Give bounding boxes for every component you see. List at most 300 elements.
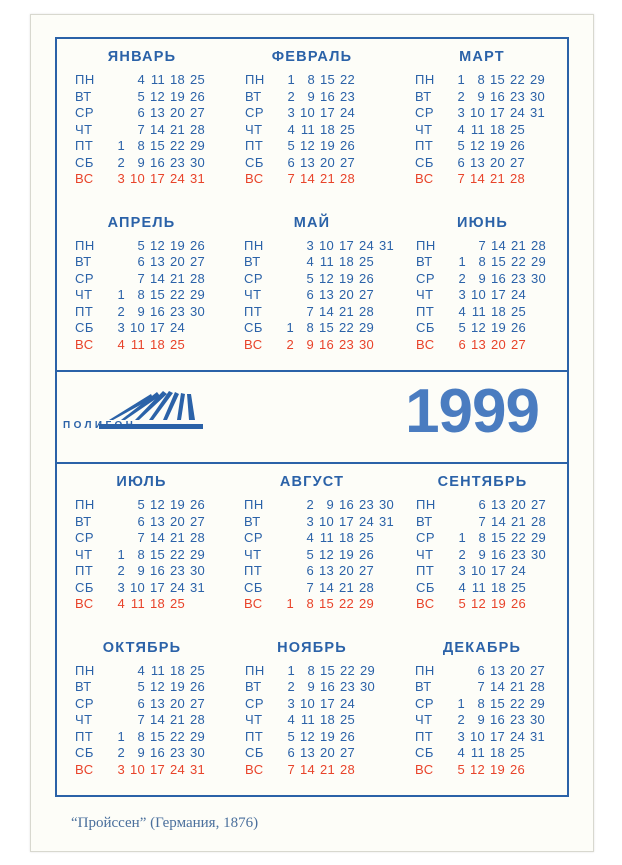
day-cell: 22	[510, 254, 526, 269]
day-cell: 26	[189, 88, 205, 104]
day-cell: 13	[149, 105, 165, 120]
day-numbers	[445, 745, 525, 762]
weekday-row	[244, 497, 394, 514]
weekday-row	[75, 663, 223, 680]
day-numbers	[105, 762, 205, 779]
month-block	[57, 630, 227, 796]
day-cell: 28	[189, 270, 205, 286]
day-cell: 18	[489, 745, 505, 760]
day-cell: 3	[117, 761, 125, 777]
weekday-label: ВТ	[244, 513, 261, 529]
day-cell: 28	[339, 171, 355, 186]
day-numbers	[275, 138, 355, 155]
weekday-row	[245, 155, 393, 172]
day-numbers	[274, 254, 374, 271]
day-cell: 12	[469, 138, 485, 153]
month-weeks	[230, 238, 394, 354]
day-cell: 23	[169, 745, 185, 760]
day-cell: 13	[149, 513, 165, 529]
day-cell: 26	[358, 270, 374, 286]
weekday-row	[416, 580, 563, 597]
day-cell: 31	[378, 513, 394, 529]
weekday-label: ВС	[415, 761, 434, 777]
day-cell: 5	[137, 88, 145, 104]
day-cell: 21	[169, 530, 185, 545]
weekday-label: ВТ	[75, 679, 92, 694]
day-cell: 7	[477, 679, 485, 694]
day-cell: 25	[358, 530, 374, 545]
day-cell: 1	[117, 728, 125, 744]
day-numbers	[445, 171, 525, 188]
weekday-label: ВТ	[75, 513, 92, 529]
day-cell: 22	[339, 662, 355, 678]
day-cell: 15	[490, 530, 506, 545]
day-cell: 20	[338, 287, 354, 302]
day-numbers	[105, 712, 205, 729]
day-cell: 1	[117, 546, 125, 562]
day-cell: 29	[189, 138, 205, 153]
day-numbers	[105, 729, 205, 746]
day-numbers	[105, 514, 205, 531]
weekday-label: СР	[75, 530, 95, 545]
day-cell: 25	[169, 336, 185, 352]
day-cell: 9	[477, 712, 485, 727]
caption-text: “Пройссен” (Германия, 1876)	[71, 815, 259, 831]
day-cell: 22	[509, 695, 525, 711]
day-cell: 19	[489, 761, 505, 777]
weekday-row	[245, 171, 393, 188]
day-cell: 16	[338, 497, 354, 512]
day-cell: 24	[169, 320, 185, 335]
day-cell: 17	[149, 171, 165, 186]
day-cell: 15	[318, 320, 334, 335]
quarter-row-4	[57, 630, 567, 796]
weekday-row	[415, 745, 563, 762]
day-cell: 17	[149, 320, 165, 335]
day-cell: 10	[299, 105, 315, 120]
day-cell: 13	[149, 695, 165, 711]
day-cell: 8	[478, 254, 486, 269]
day-cell: 6	[137, 105, 145, 120]
day-cell: 4	[458, 579, 466, 595]
day-cell: 14	[149, 121, 165, 137]
day-cell: 31	[189, 579, 205, 595]
weekday-row	[416, 320, 563, 337]
weekday-row	[245, 105, 393, 122]
day-cell: 27	[530, 497, 546, 512]
day-cell: 2	[117, 154, 125, 170]
day-cell: 13	[470, 336, 486, 352]
day-cell: 22	[338, 596, 354, 611]
weekday-row	[415, 72, 563, 89]
day-cell: 19	[338, 270, 354, 286]
day-cell: 29	[359, 662, 375, 678]
day-numbers	[105, 304, 205, 321]
weekday-label: ПН	[244, 497, 264, 512]
weekday-row	[245, 138, 393, 155]
day-cell: 8	[307, 72, 315, 87]
day-cell: 13	[469, 154, 485, 170]
day-cell: 26	[510, 320, 526, 335]
weekday-row	[245, 696, 393, 713]
day-numbers	[275, 171, 355, 188]
day-cell: 1	[457, 695, 465, 711]
day-cell: 21	[509, 679, 525, 694]
day-cell: 7	[137, 121, 145, 137]
day-cell: 24	[169, 761, 185, 777]
weekday-label: ПН	[75, 72, 95, 87]
day-cell: 28	[189, 121, 205, 137]
day-cell: 15	[319, 72, 335, 87]
day-numbers	[105, 320, 185, 337]
day-cell: 4	[306, 530, 314, 545]
day-cell: 30	[359, 679, 375, 694]
day-numbers	[274, 238, 394, 255]
weekday-label: СР	[415, 695, 435, 711]
day-cell: 9	[477, 88, 485, 104]
month-weeks	[402, 497, 563, 613]
day-cell: 15	[149, 138, 165, 153]
day-numbers	[446, 271, 546, 288]
weekday-row	[245, 729, 393, 746]
weekday-row	[75, 287, 222, 304]
weekday-row	[244, 337, 394, 354]
quarter-row-2	[57, 205, 567, 371]
weekday-label: ПТ	[75, 138, 94, 153]
day-numbers	[445, 72, 545, 89]
day-numbers	[275, 679, 375, 696]
year-label: 1999	[405, 377, 539, 446]
day-cell: 9	[307, 88, 315, 104]
day-cell: 12	[149, 679, 165, 694]
day-cell: 19	[169, 679, 185, 694]
month-name: АПРЕЛЬ	[107, 214, 176, 231]
weekday-row	[75, 138, 223, 155]
weekday-label: ВС	[244, 336, 263, 352]
day-cell: 12	[299, 728, 315, 744]
weekday-row	[245, 122, 393, 139]
day-cell: 19	[490, 320, 506, 335]
weekday-label: СБ	[75, 320, 94, 335]
weekday-row	[75, 337, 222, 354]
day-cell: 9	[306, 336, 314, 352]
day-cell: 25	[510, 303, 526, 319]
day-cell: 3	[117, 171, 125, 186]
weekday-row	[416, 497, 563, 514]
day-cell: 29	[189, 287, 205, 302]
day-cell: 22	[169, 546, 185, 562]
day-cell: 19	[319, 728, 335, 744]
day-cell: 4	[457, 745, 465, 760]
day-numbers	[105, 171, 205, 188]
day-cell: 27	[358, 563, 374, 578]
day-cell: 26	[339, 728, 355, 744]
day-cell: 29	[529, 695, 545, 711]
day-cell: 17	[149, 761, 165, 777]
day-cell: 10	[129, 761, 145, 777]
weekday-label: СР	[245, 695, 265, 711]
day-cell: 8	[477, 695, 485, 711]
weekday-label: СБ	[75, 579, 94, 595]
weekday-label: СБ	[75, 745, 94, 760]
month-name: ИЮЛЬ	[116, 474, 167, 490]
day-numbers	[105, 530, 205, 547]
day-numbers	[445, 663, 545, 680]
day-cell: 2	[306, 497, 314, 512]
day-cell: 22	[169, 728, 185, 744]
day-cell: 8	[478, 530, 486, 545]
day-cell: 28	[509, 171, 525, 186]
day-cell: 7	[137, 712, 145, 727]
day-cell: 11	[470, 745, 485, 760]
day-cell: 4	[458, 303, 466, 319]
day-cell: 10	[470, 287, 486, 302]
weekday-row	[245, 679, 393, 696]
weekday-label: ВС	[416, 596, 435, 611]
day-cell: 8	[137, 138, 145, 153]
day-cell: 3	[458, 287, 466, 302]
weekday-label: СБ	[245, 745, 264, 760]
weekday-row	[245, 762, 393, 779]
day-cell: 29	[530, 254, 546, 269]
day-cell: 23	[169, 154, 185, 170]
weekday-label: ПТ	[415, 728, 434, 744]
weekday-label: ЧТ	[416, 546, 434, 562]
day-cell: 24	[358, 513, 374, 529]
day-cell: 22	[339, 72, 355, 87]
day-cell: 7	[306, 579, 314, 595]
weekday-label: ПН	[75, 497, 95, 512]
day-cell: 15	[489, 695, 505, 711]
day-cell: 20	[338, 563, 354, 578]
month-name: ДЕКАБРЬ	[442, 639, 522, 656]
day-cell: 11	[319, 530, 334, 545]
month-weeks	[61, 663, 223, 779]
day-cell: 10	[129, 320, 145, 335]
day-cell: 23	[510, 270, 526, 286]
weekday-row	[75, 155, 223, 172]
day-cell: 5	[137, 679, 145, 694]
day-cell: 1	[287, 72, 295, 87]
day-cell: 3	[117, 320, 125, 335]
day-cell: 31	[189, 761, 205, 777]
day-cell: 18	[338, 530, 354, 545]
month-name: МАРТ	[459, 49, 505, 65]
day-numbers	[274, 596, 374, 613]
weekday-label: ЧТ	[244, 287, 262, 302]
day-cell: 11	[150, 72, 165, 87]
weekday-label: ВТ	[244, 254, 261, 269]
weekday-label: ВТ	[416, 513, 433, 529]
day-numbers	[274, 320, 374, 337]
day-cell: 27	[189, 513, 205, 529]
day-numbers	[275, 729, 355, 746]
day-cell: 14	[149, 712, 165, 727]
day-cell: 6	[287, 154, 295, 170]
day-numbers	[274, 287, 374, 304]
month-block	[397, 630, 567, 796]
day-cell: 2	[117, 745, 125, 760]
day-cell: 27	[358, 287, 374, 302]
day-cell: 5	[306, 546, 314, 562]
day-cell: 25	[339, 712, 355, 727]
day-cell: 14	[469, 171, 485, 186]
day-numbers	[445, 696, 545, 713]
weekday-label: ЧТ	[75, 121, 93, 137]
day-cell: 26	[189, 679, 205, 694]
weekday-label: ПТ	[415, 138, 434, 153]
day-numbers	[445, 712, 545, 729]
day-cell: 15	[318, 596, 334, 611]
day-cell: 8	[306, 320, 314, 335]
day-cell: 26	[510, 596, 526, 611]
day-cell: 10	[299, 695, 315, 711]
day-numbers	[445, 89, 545, 106]
day-numbers	[105, 497, 205, 514]
day-cell: 6	[457, 154, 465, 170]
day-cell: 21	[338, 579, 354, 595]
weekday-row	[244, 304, 394, 321]
day-cell: 14	[149, 530, 165, 545]
day-cell: 28	[358, 303, 374, 319]
day-numbers	[105, 254, 205, 271]
weekday-row	[415, 171, 563, 188]
day-cell: 19	[169, 497, 185, 512]
weekday-row	[415, 762, 563, 779]
day-cell: 4	[306, 254, 314, 269]
weekday-row	[415, 138, 563, 155]
weekday-label: СБ	[416, 579, 435, 595]
day-cell: 10	[470, 563, 486, 578]
day-cell: 31	[189, 171, 205, 186]
day-cell: 29	[189, 546, 205, 562]
day-cell: 21	[319, 171, 335, 186]
weekday-label: СР	[415, 105, 435, 120]
day-cell: 30	[189, 303, 205, 319]
weekday-row	[415, 729, 563, 746]
day-numbers	[274, 337, 374, 354]
day-cell: 13	[318, 563, 334, 578]
day-cell: 7	[478, 237, 486, 253]
day-cell: 15	[149, 546, 165, 562]
day-cell: 3	[287, 695, 295, 711]
day-cell: 30	[189, 563, 205, 578]
weekday-row	[244, 530, 394, 547]
weekday-label: СБ	[415, 745, 434, 760]
day-cell: 8	[307, 662, 315, 678]
day-cell: 12	[318, 546, 334, 562]
day-cell: 17	[338, 237, 354, 253]
day-cell: 25	[358, 254, 374, 269]
day-numbers	[274, 580, 374, 597]
weekday-row	[75, 238, 222, 255]
day-cell: 13	[299, 745, 315, 760]
day-cell: 26	[339, 138, 355, 153]
day-cell: 7	[306, 303, 314, 319]
day-cell: 10	[469, 728, 485, 744]
weekday-row	[75, 320, 222, 337]
day-cell: 24	[509, 728, 525, 744]
day-cell: 20	[169, 513, 185, 529]
weekday-label: ВС	[415, 171, 434, 186]
day-cell: 12	[470, 320, 486, 335]
day-cell: 20	[319, 745, 335, 760]
day-cell: 20	[319, 154, 335, 170]
day-cell: 25	[169, 596, 185, 611]
day-cell: 10	[318, 237, 334, 253]
day-cell: 15	[149, 728, 165, 744]
weekday-label: ПТ	[75, 303, 94, 319]
day-numbers	[445, 729, 545, 746]
day-cell: 12	[318, 270, 334, 286]
day-cell: 17	[319, 105, 335, 120]
calendar-frame	[55, 37, 569, 797]
weekday-row	[415, 89, 563, 106]
day-cell: 23	[509, 88, 525, 104]
month-name: ИЮНЬ	[456, 214, 509, 231]
weekday-row	[416, 530, 563, 547]
weekday-row	[75, 547, 222, 564]
day-numbers	[445, 155, 525, 172]
day-cell: 1	[117, 287, 125, 302]
weekday-row	[416, 271, 563, 288]
weekday-row	[244, 596, 394, 613]
day-cell: 26	[189, 237, 205, 253]
day-cell: 20	[169, 254, 185, 269]
day-cell: 21	[510, 237, 526, 253]
day-cell: 1	[457, 72, 465, 87]
weekday-row	[244, 254, 394, 271]
weekday-row	[75, 696, 223, 713]
day-cell: 17	[319, 695, 335, 711]
day-cell: 16	[149, 303, 165, 319]
weekday-row	[244, 238, 394, 255]
day-cell: 22	[338, 320, 354, 335]
weekday-row	[244, 287, 394, 304]
day-cell: 6	[478, 497, 486, 512]
day-cell: 8	[137, 287, 145, 302]
weekday-row	[416, 596, 563, 613]
day-cell: 3	[287, 105, 295, 120]
day-cell: 22	[509, 72, 525, 87]
day-numbers	[105, 337, 185, 354]
day-cell: 14	[318, 303, 334, 319]
weekday-label: ЧТ	[245, 121, 263, 137]
weekday-row	[75, 105, 223, 122]
day-cell: 6	[137, 695, 145, 711]
day-cell: 4	[137, 662, 145, 678]
weekday-label: СР	[416, 530, 436, 545]
day-numbers	[275, 122, 355, 139]
day-cell: 12	[149, 237, 165, 253]
day-cell: 7	[287, 171, 295, 186]
day-cell: 23	[510, 546, 526, 562]
weekday-label: СР	[244, 270, 264, 286]
weekday-row	[245, 89, 393, 106]
day-cell: 29	[530, 530, 546, 545]
day-cell: 21	[169, 121, 185, 137]
day-cell: 12	[470, 596, 486, 611]
day-cell: 26	[189, 497, 205, 512]
day-cell: 18	[489, 121, 505, 137]
day-cell: 16	[319, 88, 335, 104]
day-cell: 28	[530, 237, 546, 253]
day-cell: 5	[287, 138, 295, 153]
day-cell: 17	[490, 563, 506, 578]
weekday-label: ПТ	[245, 138, 264, 153]
weekday-label: ВС	[245, 761, 264, 777]
calendar-card	[30, 14, 594, 852]
